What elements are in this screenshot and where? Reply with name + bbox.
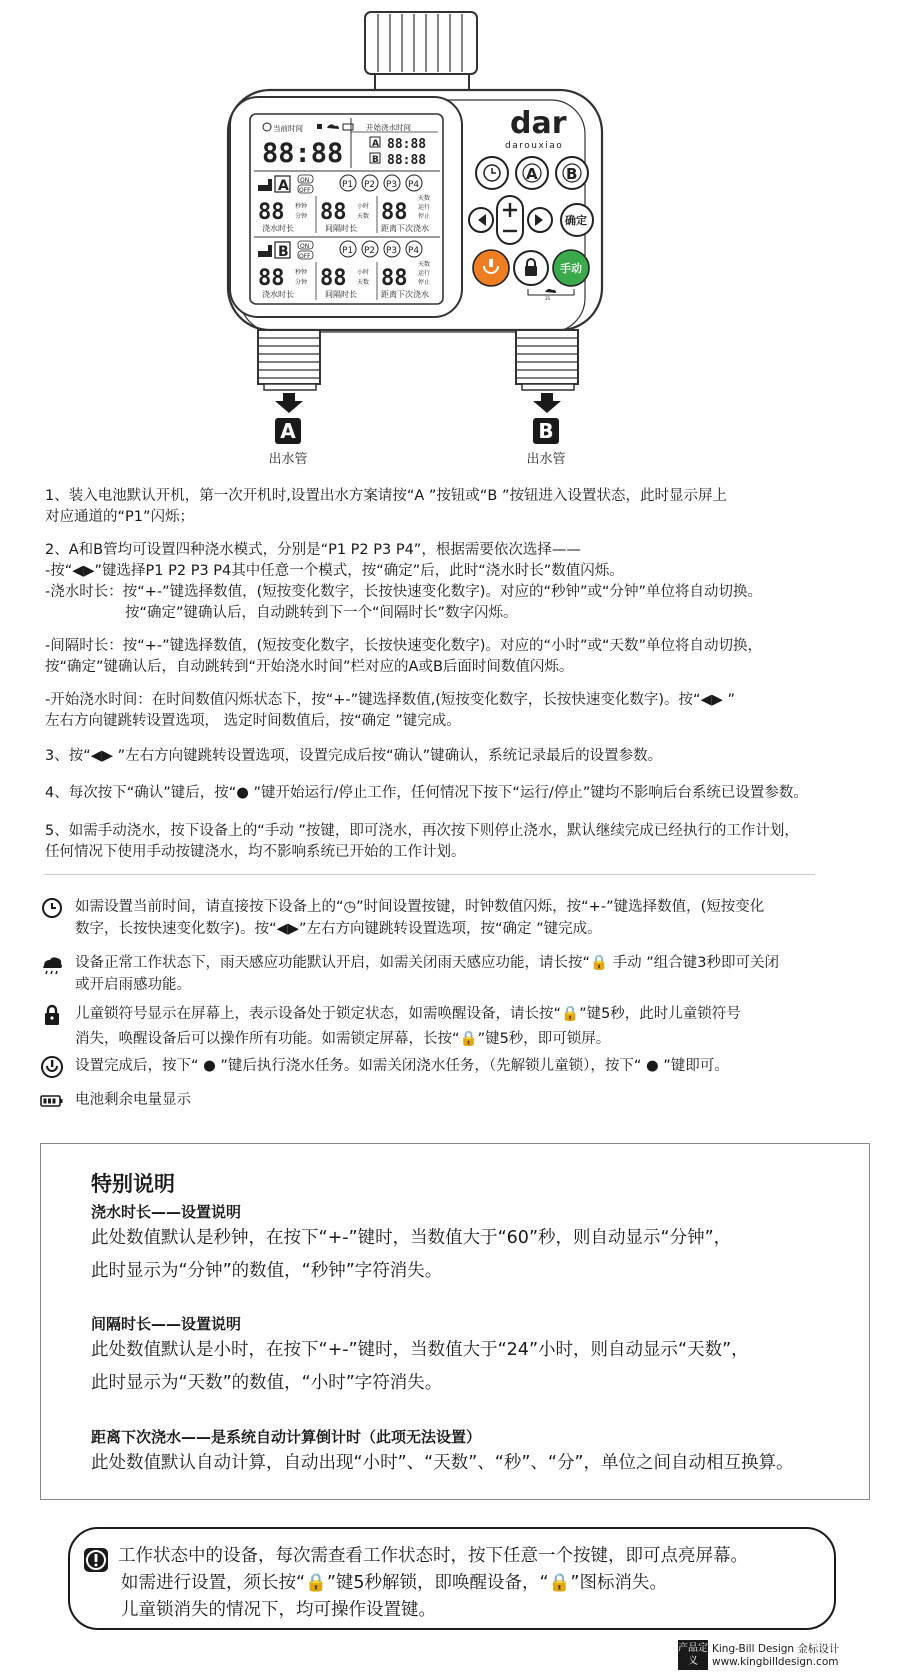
device-illustration: [0, 0, 900, 470]
lcd-on-a: ON: [300, 177, 310, 184]
note-rain: [40, 952, 880, 996]
lcd-off-a: OFF: [299, 187, 311, 194]
plus-minus-button[interactable]: [497, 196, 523, 244]
instruction-5: [45, 821, 875, 863]
note-battery: [40, 1089, 880, 1111]
special-duration-line1: 此处数值默认是秒钟，在按下“+-”键时，当数值大于“60”秒，则自动显示“分钟”，: [91, 1228, 732, 1248]
button-b[interactable]: [556, 157, 588, 189]
lcd-start-label: 开始浇水时间: [366, 123, 411, 132]
outlet-a-letter: A: [275, 418, 301, 444]
lcd-channel-a: A: [278, 178, 289, 194]
note-clock-line1: 如需设置当前时间，请直接按下设备上的“◷”时间设置按键，时钟数值闪烁，按“+-”键选择数值，(短按变化: [75, 899, 765, 915]
outlet-b: [506, 418, 586, 467]
instruction-3-line1: 3、按“◀▶ ”左右方向键跳转设置选项，设置完成后按“确认”键确认，系统记录最后的设置参数。: [45, 748, 663, 764]
lcd-p4-b: P4: [408, 246, 420, 256]
lcd-b-run: 运行: [418, 270, 431, 277]
lcd-a-minutes: 分钟: [295, 213, 308, 220]
clock-icon: [40, 896, 64, 920]
special-interval-title: 间隔时长——设置说明: [91, 1315, 242, 1333]
lcd-p2-b: P2: [364, 246, 376, 256]
clock-button[interactable]: [476, 157, 508, 189]
instruction-5-line2: 任何情况下使用手动按键浇水，均不影响系统已开始的工作计划。: [45, 844, 466, 860]
brand-footer: [678, 1640, 878, 1672]
outlet-a: [248, 418, 328, 467]
run-stop-icon: [40, 1055, 64, 1079]
special-interval-line1: 此处数值默认是小时，在按下“+-”键时，当数值大于“24”小时，则自动显示“天数”，: [91, 1340, 749, 1360]
lcd-channel-b: B: [278, 244, 289, 260]
lcd-p1-a: P1: [342, 180, 354, 190]
lcd-a-interval-label: 间隔时长: [325, 224, 357, 233]
tip-line1: 工作状态中的设备，每次需查看工作状态时，按下任意一个按键，即可点亮屏幕。: [118, 1546, 748, 1566]
lcd-a-hours: 小时: [357, 203, 370, 210]
exclamation-icon: [83, 1547, 109, 1573]
special-note-box: [40, 1143, 870, 1500]
lcd-p1-b: P1: [342, 246, 354, 256]
note-run-line1: 设置完成后，按下“ ● ”键后执行浇水任务。如需关闭浇水任务，（先解锁儿童锁），按下“ ● ”键即可。: [75, 1058, 729, 1074]
tip-body: [118, 1543, 748, 1624]
note-battery-line1: 电池剩余电量显示: [75, 1092, 191, 1108]
device-drawing: [0, 0, 900, 470]
battery-icon: [40, 1089, 64, 1113]
lcd-a-days: 天数: [357, 213, 370, 220]
lcd-b-days: 天数: [357, 279, 370, 286]
lcd-a-run: 运行: [418, 204, 431, 211]
instruction-2: [45, 540, 875, 624]
left-arrow-button[interactable]: [469, 208, 493, 232]
lcd-a-next-label: 距离下次浇水: [381, 224, 429, 233]
instruction-4: [45, 783, 875, 804]
instruction-1-line2: 对应通道的“P1”闪烁；: [45, 509, 194, 525]
instruction-1-line1: 1、装入电池默认开机，第一次开机时,设置出水方案请按“A ”按钮或“B ”按钮进入设置状态，此时显示屏上: [45, 488, 727, 504]
lcd-p4-a: P4: [408, 180, 420, 190]
instruction-start-time-line1: -开始浇水时间：在时间数值闪烁状态下，按“+-”键选择数值,(短按变化数字，长按快速变化数字)。按“◀▶ ”: [45, 692, 735, 708]
right-arrow-button[interactable]: [528, 208, 552, 232]
lcd-b-hours: 小时: [357, 269, 370, 276]
tip-box: [68, 1527, 836, 1630]
instruction-interval-line2: 按“确定”键确认后，自动跳转到“开始浇水时间”栏对应的A或B后面时间数值闪烁。: [45, 659, 574, 675]
note-lock-line2: 消失，唤醒设备后可以操作所有功能。如需锁定屏幕，长按“🔒”键5秒，即可锁屏。: [75, 1031, 611, 1047]
note-run: [40, 1055, 880, 1077]
lcd-b-interval-digits: 88: [320, 266, 347, 291]
button-a[interactable]: [516, 157, 548, 189]
brand-sub: darouxiao: [505, 141, 564, 151]
lcd-a-time: 88:88: [387, 137, 427, 152]
outlet-b-label: 出水管: [526, 452, 566, 467]
lcd-current-time-label: 当前时间: [273, 124, 303, 133]
outlet-a-label: 出水管: [268, 452, 308, 467]
button-a-label: A: [526, 165, 538, 183]
lcd-a-days2: 天数: [418, 195, 431, 202]
instruction-start-time: [45, 690, 875, 732]
special-duration-line2: 此时显示为“分钟”的数值，“秒钟”字符消失。: [91, 1261, 443, 1281]
special-interval-line2: 此时显示为“天数”的数值，“小时”字符消失。: [91, 1373, 443, 1393]
lcd-b-days2: 天数: [418, 261, 431, 268]
lcd-a-mark: A: [372, 139, 379, 149]
lcd-b-next-digits: 88: [381, 266, 408, 291]
lcd-b-time: 88:88: [387, 153, 427, 168]
instruction-4-line1: 4、每次按下“确认”键后，按“● ”键开始运行/停止工作，任何情况下按下“运行/停止”键均不影响后台系统已设置参数。: [45, 785, 808, 801]
tip-line3: 儿童锁消失的情况下，均可操作设置键。: [121, 1600, 436, 1620]
special-next-title: 距离下次浇水——是系统自动计算倒计时（此项无法设置）: [91, 1428, 482, 1446]
lcd-p2-a: P2: [364, 180, 376, 190]
button-b-label: B: [566, 165, 578, 183]
special-interval-body: [91, 1334, 749, 1400]
lcd-clock-digits: 88:88: [262, 138, 344, 169]
special-duration-title: 浇水时长——设置说明: [91, 1203, 242, 1221]
brand-logo: dar: [510, 106, 567, 141]
rain-cloud-icon: [40, 952, 64, 976]
instruction-interval-line1: -间隔时长：按“+-”键选择数值，(短按变化数字，长按快速变化数字)。对应的“小时”或“天数”单位将自动切换，: [45, 638, 762, 654]
instruction-interval: [45, 636, 875, 678]
special-next-line1: 此处数值默认自动计算，自动出现“小时”、“天数”、“秒”、“分”，单位之间自动相互换算。: [91, 1453, 794, 1473]
tip-line2: 如需进行设置，须长按“🔒”键5秒解锁，即唤醒设备，“🔒”图标消失。: [121, 1573, 667, 1593]
lcd-b-mark: B: [372, 155, 379, 165]
brand-url[interactable]: www.kingbilldesign.com: [712, 1656, 839, 1668]
section-divider: [45, 874, 815, 875]
lcd-b-stop: 停止: [418, 279, 431, 286]
lock-button[interactable]: [514, 251, 548, 285]
outlet-b-letter: B: [533, 418, 559, 444]
lock-icon: [40, 1003, 64, 1027]
lcd-b-minutes: 分钟: [295, 279, 308, 286]
lcd-b-seconds: 秒钟: [295, 269, 308, 276]
instruction-1: [45, 486, 875, 528]
special-duration-body: [91, 1222, 731, 1288]
note-clock-line2: 数字，长按快速变化数字)。按“◀▶”左右方向键跳转设置选项，按“确定 ”键完成。: [75, 921, 602, 937]
instruction-2-line4: 按“确定”键确认后，自动跳转到下一个“间隔时长”数字闪烁。: [125, 605, 518, 621]
special-title: 特别说明: [91, 1172, 175, 1196]
lcd-b-duration-digits: 88: [258, 266, 285, 291]
lcd-p3-b: P3: [386, 246, 398, 256]
note-rain-line1: 设备正常工作状态下，雨天感应功能默认开启，如需关闭雨天感应功能，请长按“🔒 手动 ”组合键3秒即可关闭: [75, 955, 780, 971]
note-lock: [40, 1003, 880, 1050]
lcd-p3-a: P3: [386, 180, 398, 190]
instruction-start-time-line2: 左右方向键跳转设置选项， 选定时间数值后，按“确定 ”键完成。: [45, 713, 461, 729]
lcd-a-next-digits: 88: [381, 200, 408, 225]
manual-button[interactable]: [553, 250, 589, 286]
instruction-5-line1: 5、如需手动浇水，按下设备上的“手动 ”按键，即可浇水，再次按下则停止浇水，默认继续完成已经执行的工作计划，: [45, 823, 799, 839]
lcd-b-duration-label: 浇水时长: [262, 290, 294, 299]
confirm-button[interactable]: [561, 204, 593, 236]
instruction-2-line1: 2、A和B管均可设置四种浇水模式，分别是“P1 P2 P3 P4”，根据需要依次选择——: [45, 542, 581, 558]
lcd-b-next-label: 距离下次浇水: [381, 290, 429, 299]
run-stop-button[interactable]: [473, 250, 509, 286]
brand-name: King-Bill Design 金标设计: [712, 1643, 840, 1655]
note-clock: [40, 896, 880, 940]
combo-label: 3S: [545, 296, 551, 301]
lcd-a-duration-label: 浇水时长: [262, 224, 294, 233]
confirm-label: 确定: [565, 214, 587, 227]
instruction-2-line2: -按“◀▶”键选择P1 P2 P3 P4其中任意一个模式，按“确定”后，此时“浇水时长”数值闪烁。: [45, 563, 624, 579]
lcd-a-interval-digits: 88: [320, 200, 347, 225]
special-next-body: [91, 1447, 794, 1480]
instruction-3: [45, 746, 875, 767]
lcd-a-stop: 停止: [418, 213, 431, 220]
instruction-2-line3: -浇水时长：按“+-”键选择数值，(短按变化数字，长按快速变化数字)。对应的“秒钟”或“分钟”单位将自动切换。: [45, 584, 762, 600]
manual-label: 手动: [560, 262, 582, 275]
lcd-on-b: ON: [300, 243, 310, 250]
brand-badge: 产品定义: [678, 1640, 708, 1670]
lcd-a-duration-digits: 88: [258, 200, 285, 225]
note-lock-line1: 儿童锁符号显示在屏幕上，表示设备处于锁定状态，如需唤醒设备，请长按“🔒”键5秒，此时儿童锁符号: [75, 1006, 741, 1022]
lcd-a-seconds: 秒钟: [295, 203, 308, 210]
note-rain-line2: 或开启雨感功能。: [75, 977, 191, 993]
lcd-off-b: OFF: [299, 253, 311, 260]
lcd-b-interval-label: 间隔时长: [325, 290, 357, 299]
